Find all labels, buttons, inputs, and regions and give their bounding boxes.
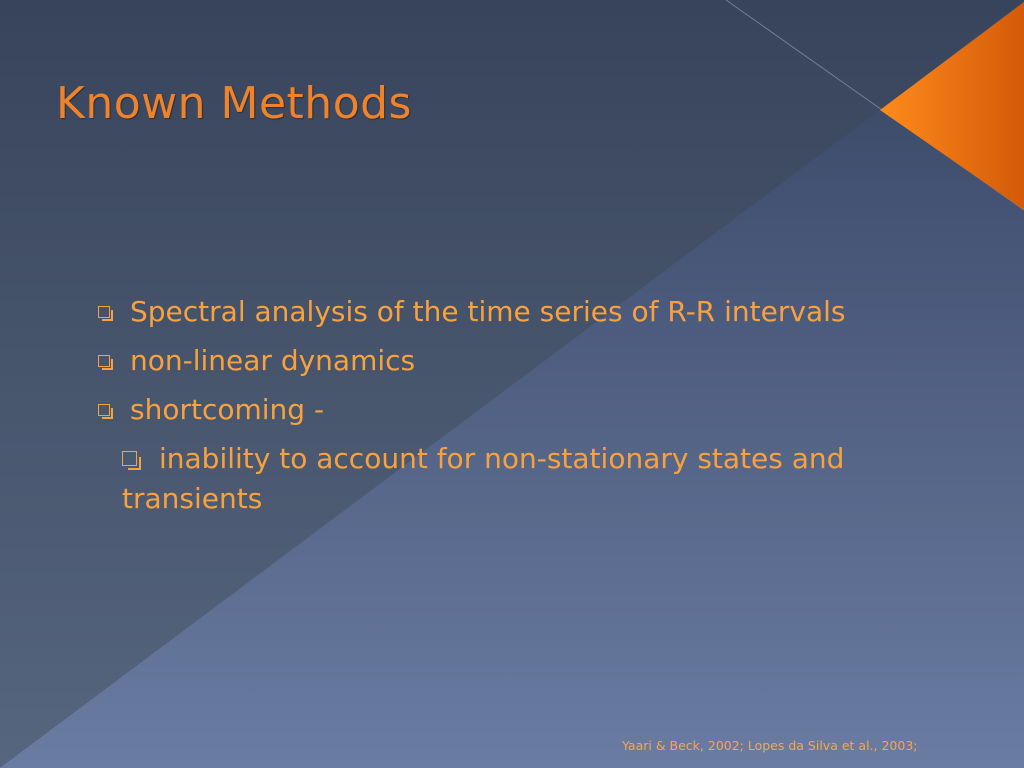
slide-title: Known Methods [56,78,412,129]
sub-bullet-item [122,439,918,519]
bullet-item [98,341,918,381]
bullet-list [98,292,918,528]
square-bullet-icon [122,451,137,466]
bullet-item [98,390,918,430]
sub-bullet-text: inability to account for non-stationary states and transients [122,442,845,515]
bullet-text: shortcoming - [130,393,325,426]
square-bullet-icon [98,404,110,416]
bullet-item [98,292,918,332]
citation-footer: Yaari & Beck, 2002; Lopes da Silva et al., 2003; [622,738,918,753]
square-bullet-icon [98,306,110,318]
square-bullet-icon [98,355,110,367]
bullet-text: non-linear dynamics [130,344,416,377]
bullet-text: Spectral analysis of the time series of R-R intervals [130,295,846,328]
